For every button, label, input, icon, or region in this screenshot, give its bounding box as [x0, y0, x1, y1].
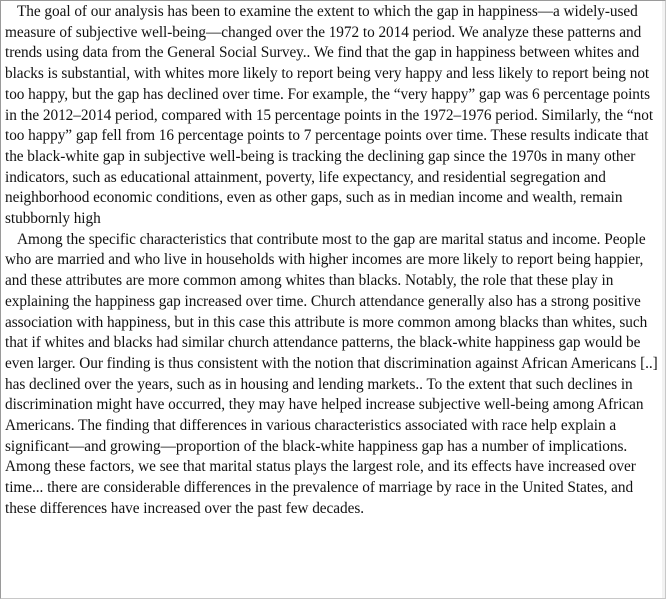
paragraph-2: Among the specific characteristics that contribute most to the gap are marital status and income. People who are married and who live in households with higher incomes are more likely to report being happier, and these attributes are more common among whites than blacks. Notably, the role that these play in explaining the happiness gap increased over time. Church attendance generally also has a strong positive association with happiness, but in this case this attribute is more common among blacks than whites, such that if whites and blacks had similar church attendance patterns, the black-white happiness gap would be even larger. Our finding is thus consistent with the notion that discrimination against African Americans [..] has declined over the years, such as in housing and lending markets.. To the extent that such declines in discrimination might have occurred, they may have helped increase subjective well-being among African Americans. The finding that differences in various characteristics associated with race help explain a significant—and growing—proportion of the black-white happiness gap has a number of implications. Among these factors, we see that marital status plays the largest role, and its effects have increased over time... there are considerable differences in the prevalence of marriage by race in the United States, and these differences have increased over the past few decades.: [5, 230, 658, 517]
document-body: [5, 2, 663, 520]
paragraph-1: The goal of our analysis has been to examine the extent to which the gap in happiness—a widely-used measure of subjective well-being—changed over the 1972 to 2014 period. We analyze these patterns and trends using data from the General Social Survey.. We find that the gap in happiness between whites and blacks is substantial, with whites more likely to report being very happy and less likely to report being not too happy, but the gap has declined over time. For example, the “very happy” gap was 6 percentage points in the 2012–2014 period, compared with 15 percentage points in the 1972–1976 period. Similarly, the “not too happy” gap fell from 16 percentage points to 7 percentage points over time. These results indicate that the black-white gap in subjective well-being is tracking the declining gap since the 1970s in many other indicators, such as educational attainment, poverty, life expectancy, and residential segregation and neighborhood economic conditions, even as other gaps, such as in median income and wealth, remain stubbornly high: [5, 3, 654, 228]
scrollbar-track[interactable]: [662, 1, 665, 598]
